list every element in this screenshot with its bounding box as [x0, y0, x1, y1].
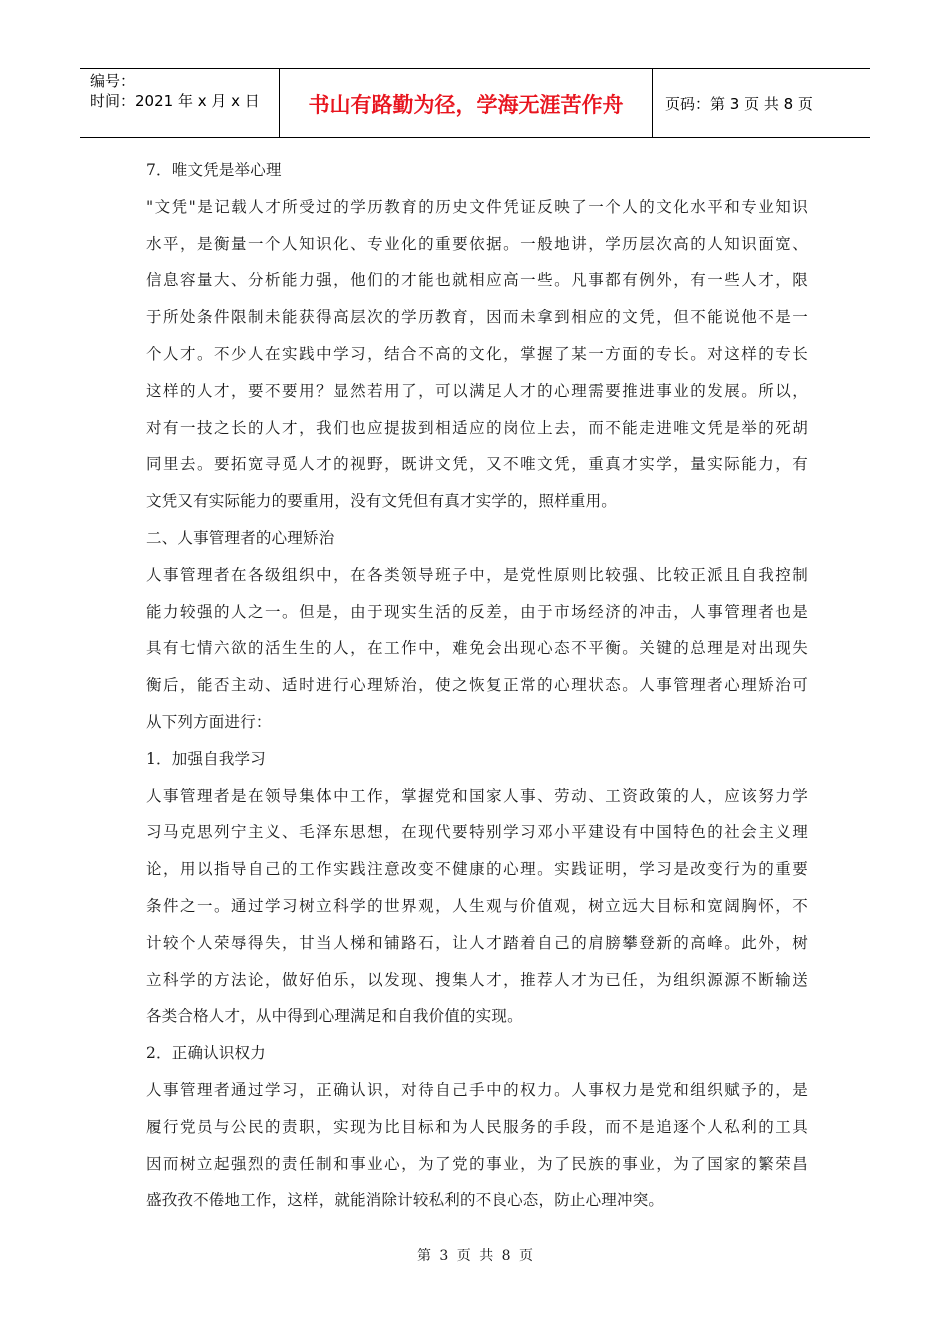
- paragraph-line: 衡后，能否主动、适时进行心理矫治，使之恢复正常的心理状态。人事管理者心理矫治可: [146, 676, 808, 695]
- paragraph-line: 人事管理者通过学习，正确认识，对待自己手中的权力。人事权力是党和组织赋予的，是: [146, 1080, 808, 1099]
- paragraph-line: 于所处条件限制未能获得高层次的学历教育，因而未拿到相应的文凭，但不能说他不是一: [146, 308, 808, 327]
- paragraph-line: 这样的人才，要不要用？显然若用了，可以满足人才的心理需要推进事业的发展。所以，: [146, 381, 808, 400]
- paragraph-line: 对有一技之长的人才，我们也应提拔到相适应的岗位上去，而不能走进唯文凭是举的死胡: [146, 418, 808, 437]
- paragraph-line: 水平，是衡量一个人知识化、专业化的重要依据。一般地讲，学历层次高的人知识面宽、: [146, 234, 808, 253]
- document-date: 时间：2021 年 x 月 x 日: [90, 92, 260, 110]
- section-heading: 二、人事管理者的心理矫治: [146, 528, 335, 547]
- paragraph-line: 立科学的方法论，做好伯乐，以发现、搜集人才，推荐人才为已任，为组织源源不断输送: [146, 970, 808, 989]
- header-motto: 书山有路勤为径，学海无涯苦作舟: [280, 69, 653, 137]
- header-meta: [80, 69, 280, 137]
- paragraph-line: 计较个人荣辱得失，甘当人梯和铺路石，让人才踏着自己的肩膀攀登新的高峰。此外，树: [146, 933, 808, 952]
- paragraph-line: 盛孜孜不倦地工作，这样，就能消除计较私利的不良心态，防止心理冲突。: [146, 1191, 665, 1210]
- page-header: [80, 68, 870, 138]
- document-body: [146, 152, 808, 1219]
- header-page-info: 页码：第 3 页 共 8 页: [665, 94, 813, 113]
- paragraph-line: 文凭又有实际能力的要重用，没有文凭但有真才实学的，照样重用。: [146, 492, 618, 511]
- paragraph-line: 能力较强的人之一。但是，由于现实生活的反差，由于市场经济的冲击，人事管理者也是: [146, 602, 808, 621]
- paragraph-line: 具有七情六欲的活生生的人，在工作中，难免会出现心态不平衡。关键的总理是对出现失: [146, 639, 808, 658]
- page-footer: 第 3 页 共 8 页: [416, 1248, 534, 1264]
- paragraph-line: 习马克思列宁主义、毛泽东思想，在现代要特别学习邓小平建设有中国特色的社会主义理: [146, 823, 808, 842]
- section-heading: 2．正确认识权力: [146, 1044, 266, 1063]
- paragraph-line: "文凭"是记载人才所受过的学历教育的历史文件凭证反映了一个人的文化水平和专业知识: [146, 197, 808, 216]
- paragraph-line: 论，用以指导自己的工作实践注意改变不健康的心理。实践证明，学习是改变行为的重要: [146, 860, 808, 879]
- document-number-label: 编号：: [90, 72, 136, 90]
- paragraph-line: 从下列方面进行：: [146, 712, 272, 731]
- paragraph-line: 信息容量大、分析能力强，他们的才能也就相应高一些。凡事都有例外，有一些人才，限: [146, 271, 808, 290]
- section-heading: 7．唯文凭是举心理: [146, 161, 282, 179]
- section-heading: 1．加强自我学习: [146, 749, 266, 768]
- paragraph-line: 各类合格人才，从中得到心理满足和自我价值的实现。: [146, 1007, 523, 1026]
- paragraph-line: 履行党员与公民的责职，实现为比目标和为人民服务的手段，而不是追逐个人私利的工具: [146, 1117, 808, 1136]
- paragraph-line: 人事管理者在各级组织中，在各类领导班子中，是党性原则比较强、比较正派且自我控制: [146, 565, 808, 584]
- paragraph-line: 条件之一。通过学习树立科学的世界观，人生观与价值观，树立远大目标和宽阔胸怀，不: [146, 896, 808, 915]
- paragraph-line: 个人才。不少人在实践中学习，结合不高的文化，掌握了某一方面的专长。对这样的专长: [146, 344, 808, 363]
- paragraph-line: 人事管理者是在领导集体中工作，掌握党和国家人事、劳动、工资政策的人，应该努力学: [146, 786, 808, 805]
- paragraph-line: 因而树立起强烈的责任制和事业心，为了党的事业，为了民族的事业，为了国家的繁荣昌: [146, 1154, 808, 1173]
- paragraph-line: 同里去。要拓宽寻觅人才的视野，既讲文凭，又不唯文凭，重真才实学，量实际能力，有: [146, 455, 808, 474]
